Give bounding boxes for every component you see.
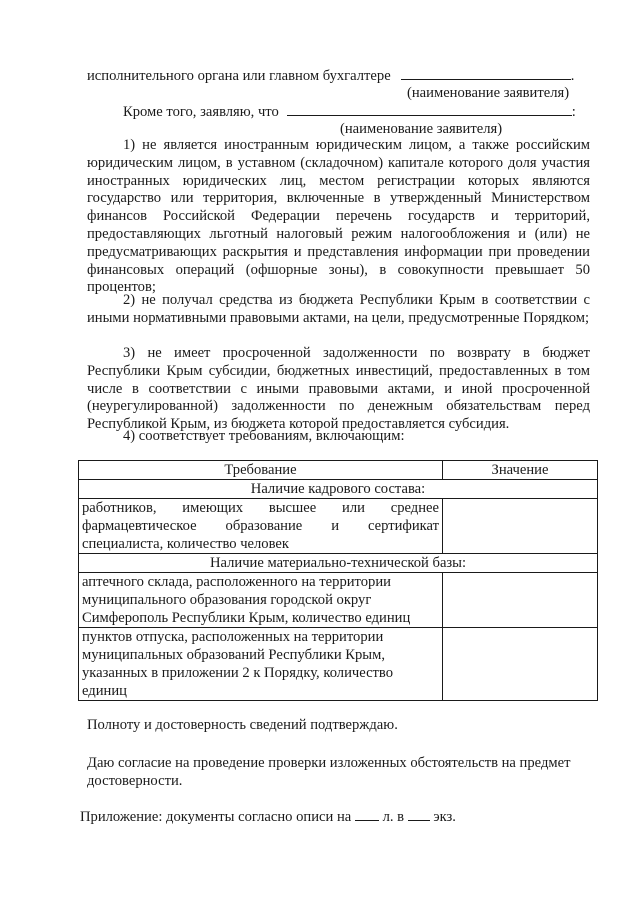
header-line-2-end: : (571, 104, 576, 120)
appendix-text: Приложение: документы согласно описи на (80, 809, 352, 825)
caption-applicant-1: (наименование заявителя) (407, 85, 570, 101)
table-section-row (79, 554, 598, 573)
appendix-sheets-label: л. в (382, 809, 405, 825)
header-line-1-text: исполнительного органа или главном бухгалтере (87, 68, 391, 84)
requirement-line: муниципального образования городской округ (82, 592, 372, 608)
header-line-2-text: Кроме того, заявляю, что (123, 104, 279, 120)
requirement-dispensing-points (79, 628, 443, 701)
applicant-name-blank-2 (287, 102, 572, 116)
requirement-line: пунктов отпуска, расположенных на территории (82, 629, 384, 645)
table-row (79, 573, 598, 628)
section-material-base: Наличие материально-технической базы: (79, 554, 598, 573)
requirement-staff: работников, имеющих высшее или среднее фармацевтическое образование и сертификат специалиста, количество человек (79, 499, 443, 554)
table-row (79, 628, 598, 701)
requirement-line: единиц (82, 683, 127, 699)
value-cell-warehouse[interactable] (443, 573, 598, 628)
statement-item-1: 1) не является иностранным юридическим лицом, а также российским юридическим лицом, в уставном (складочном) капитале которого доля участия иностранных юридических лиц, местом регистрации которых являются государство или территория, включенные в утвержденный Министерством финансов Российской Федерации перечень государств и территорий, предоставляющих льготный налоговый режим налогообложения и (или) не предусматривающих раскрытия и представления информации при проведении финансовых операций (офшорные зоны), в совокупности превышает 50 процентов; (87, 137, 590, 296)
appendix-copies-label: экз. (433, 809, 456, 825)
requirement-line: муниципальных образований Республики Крым, (82, 647, 385, 663)
table-header-row (79, 461, 598, 480)
requirement-warehouse (79, 573, 443, 628)
statement-item-3: 3) не имеет просроченной задолженности по возврату в бюджет Республики Крым субсидии, бюджетных инвестиций, предоставленных в том числе в соответствии с иными правовыми актами, и иной просроченной (неурегулированной) задолженности по денежным обязательствам перед Республикой Крым, из бюджета которой предоставляется субсидия. (87, 345, 590, 433)
value-cell-staff[interactable] (443, 499, 598, 554)
consent-statement: Даю согласие на проведение проверки изложенных обстоятельств на предмет достоверности. (87, 755, 571, 789)
appendix-line (80, 807, 456, 827)
table-row (79, 499, 598, 554)
requirement-line: аптечного склада, расположенного на территории (82, 574, 391, 590)
requirement-line: указанных в приложении 2 к Порядку, количество (82, 665, 394, 681)
requirements-table (78, 460, 598, 701)
header-value: Значение (443, 461, 598, 480)
applicant-name-blank-1 (401, 66, 571, 80)
sheets-count-blank (355, 807, 379, 821)
section-staff: Наличие кадрового состава: (79, 480, 598, 499)
confirmation-statement: Полноту и достоверность сведений подтверждаю. (87, 717, 398, 733)
statement-item-2: 2) не получал средства из бюджета Республики Крым в соответствии с иными нормативными правовыми актами, на цели, предусмотренные Порядком; (87, 292, 590, 326)
requirement-line: Симферополь Республики Крым, количество единиц (82, 610, 411, 626)
statement-item-4: 4) соответствует требованиям, включающим: (123, 428, 405, 444)
table-section-row (79, 480, 598, 499)
header-requirement: Требование (79, 461, 443, 480)
header-line-1-end: . (570, 68, 575, 84)
value-cell-dispensing-points[interactable] (443, 628, 598, 701)
caption-applicant-2: (наименование заявителя) (340, 121, 503, 137)
header-line-2 (123, 102, 576, 122)
header-line-1 (87, 66, 574, 86)
copies-count-blank (408, 807, 430, 821)
